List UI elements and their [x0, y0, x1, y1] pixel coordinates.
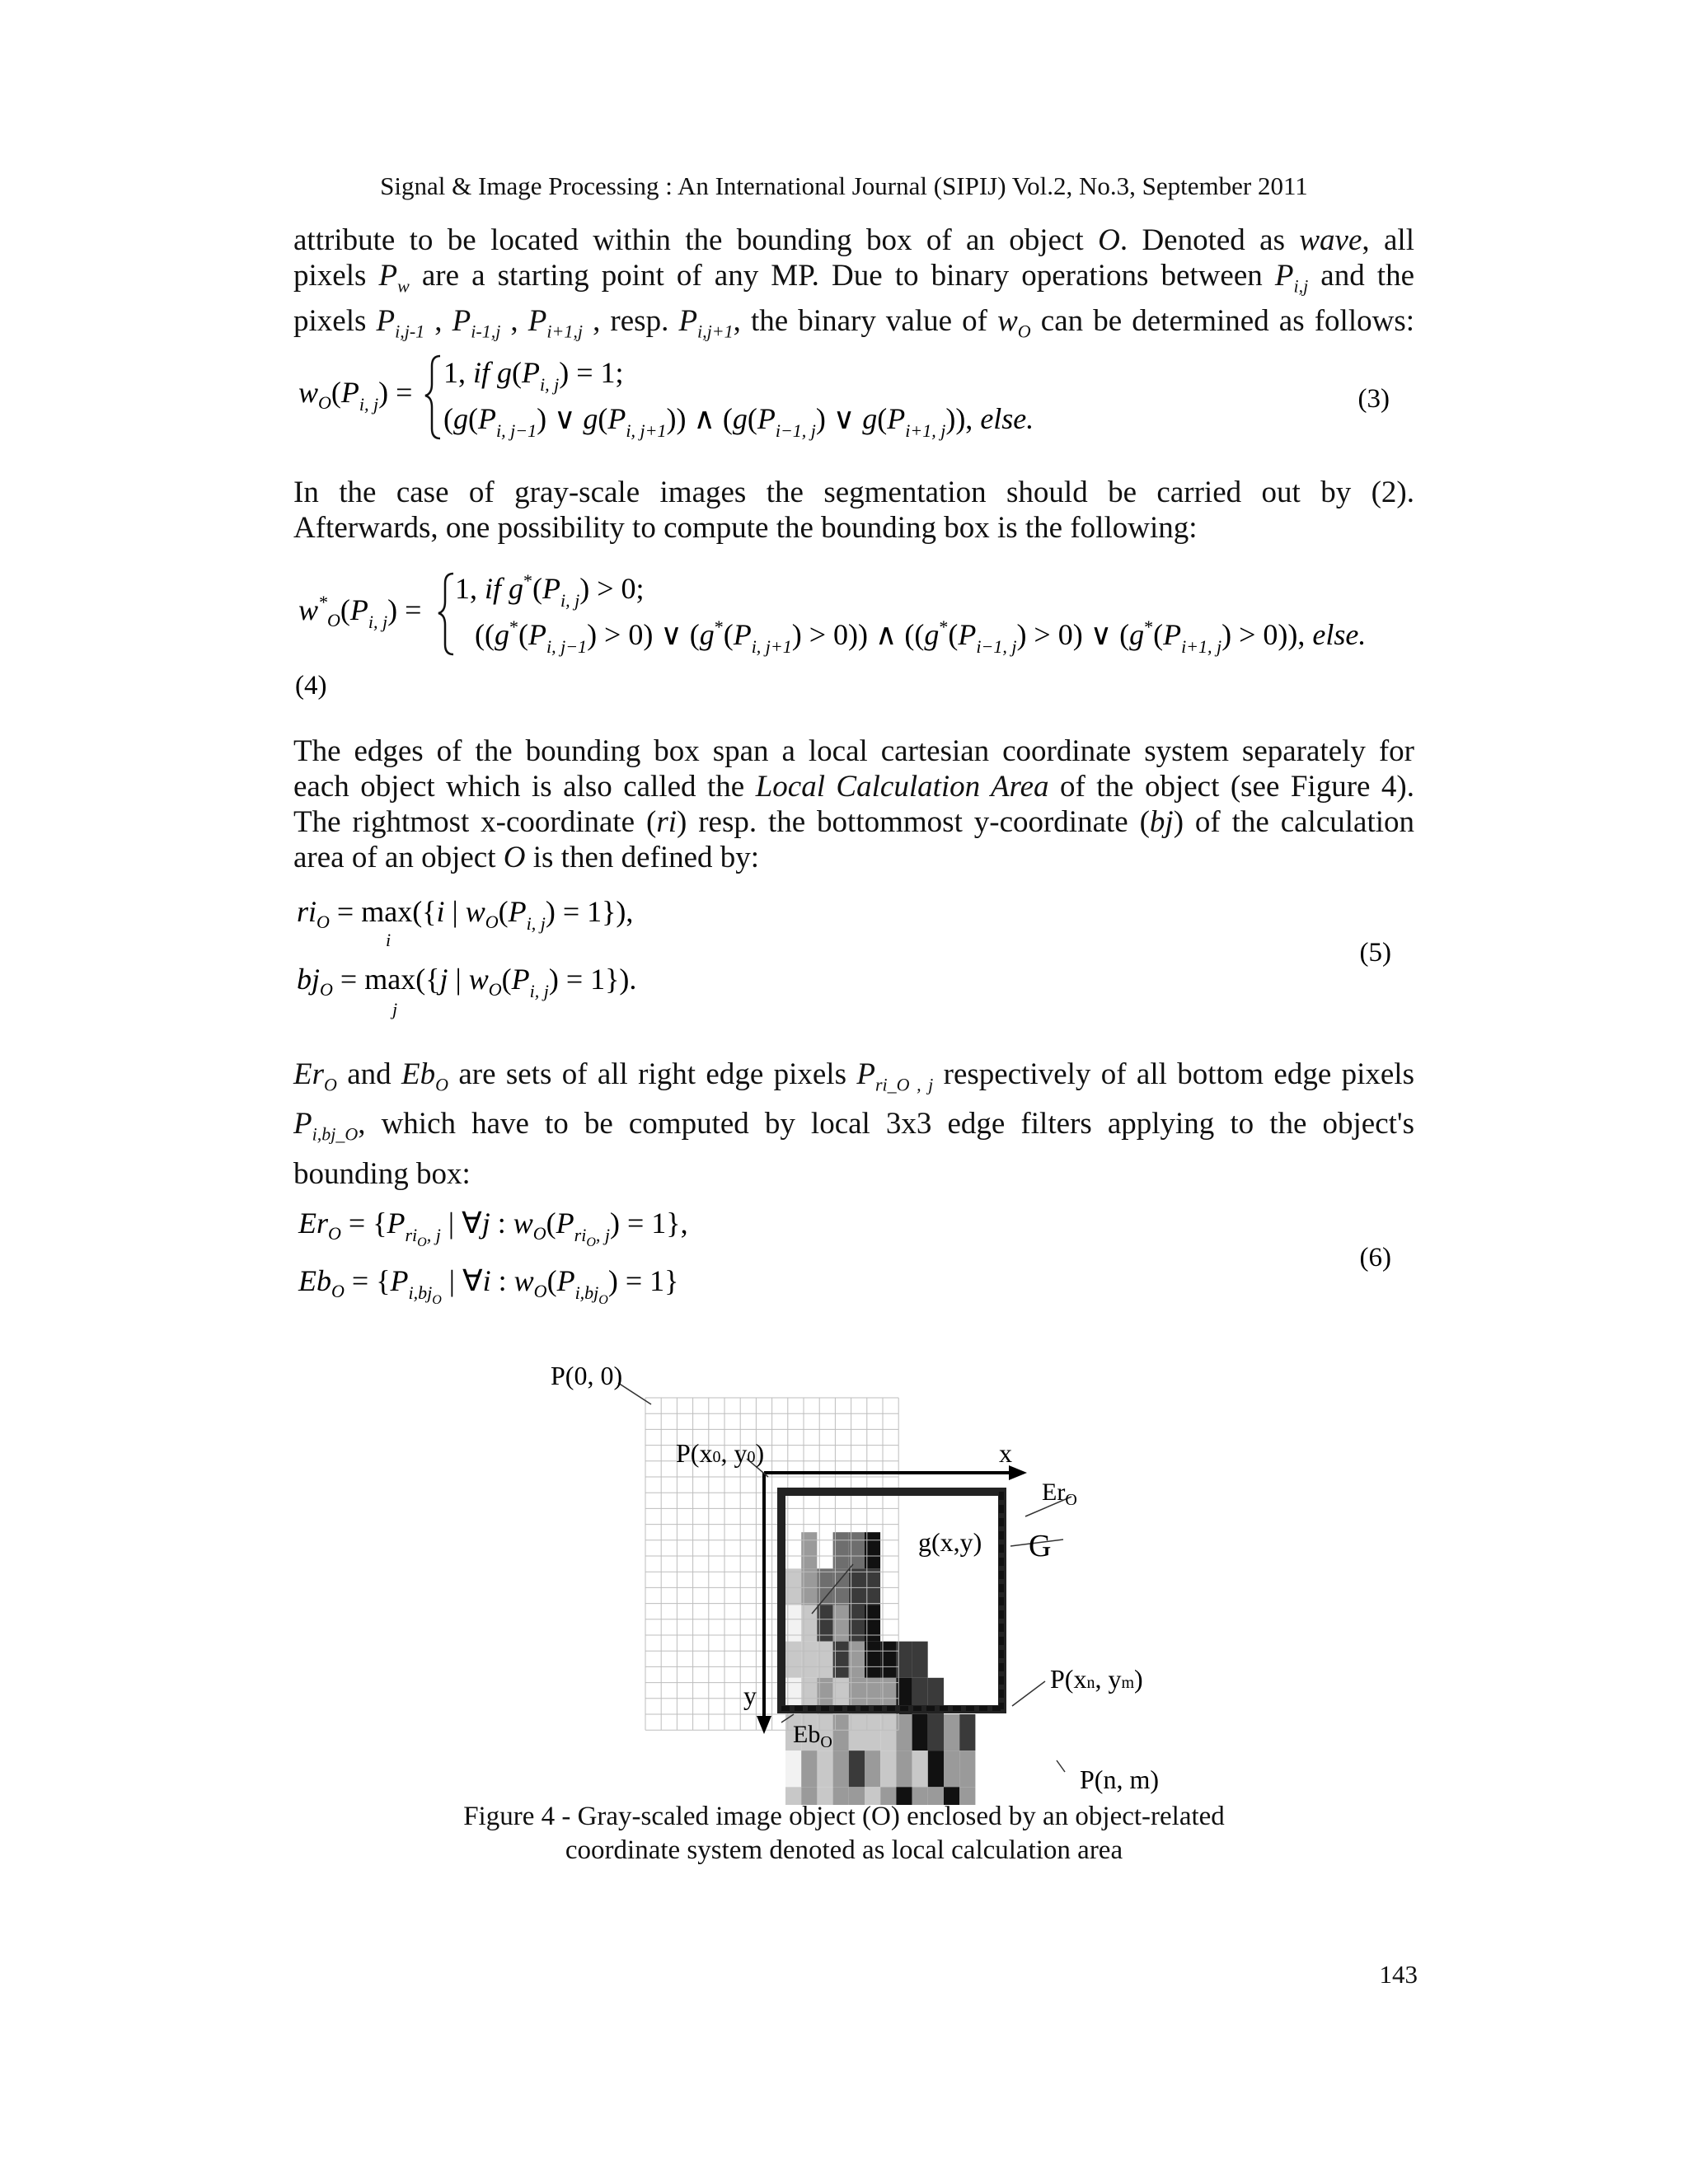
label-p00: P(0, 0): [551, 1361, 623, 1390]
equation-6-svg: [293, 1187, 1414, 1327]
object-pixel: [928, 1714, 944, 1750]
object-pixel: [912, 1568, 928, 1605]
object-pixel: [928, 1642, 944, 1678]
para3-line4: area of an object O is then defined by:: [293, 841, 760, 874]
eq4-case2: ($(g^*(P_{i, j-1}) > 0)$ ∨ $(g^*(P_{i, j+1}) > 0)$) ∧ ($(g^*(P_{i-1, j}) > 0)$ ∨ $(g^*(P_{i+1, j}) > 0)$), else.: [475, 616, 1367, 657]
object-pixel: [959, 1642, 975, 1678]
object-pixel: [801, 1750, 817, 1787]
paragraph-3: [293, 733, 1414, 875]
figure-caption: [0, 1800, 1688, 1868]
eq3-lhs: $w_O(P_{i, j})$ =: [298, 376, 413, 415]
label-g: G: [1029, 1529, 1052, 1563]
equation-5-svg: [293, 882, 1414, 1038]
eq3-case1: 1, if $g(P_{i, j}) = 1$;: [443, 356, 624, 395]
para2-line1: In the case of gray-scale images the segmentation should be carried out by (2).: [293, 476, 1414, 509]
object-pixel: [833, 1750, 849, 1787]
eq6-number: (6): [1359, 1243, 1391, 1272]
object-pixel: [865, 1750, 880, 1787]
object-pixel: [817, 1750, 832, 1787]
eq5-number: (5): [1359, 938, 1391, 968]
object-pixel: [912, 1750, 928, 1787]
eq6-line2: $Eb_O = \{P_{i,bj}O$ | ∀i : $w_O(P_{i,bj}O) = 1$}: [298, 1264, 679, 1307]
object-pixel: [912, 1605, 928, 1641]
object-pixel: [928, 1605, 944, 1641]
object-pixel: [959, 1568, 975, 1605]
paragraph-4: [293, 1055, 1414, 1194]
object-pixel: [880, 1750, 896, 1787]
label-y: y: [743, 1680, 757, 1710]
pxnym-leader: [1012, 1681, 1045, 1706]
object-pixel: [849, 1750, 865, 1787]
caption-line2: coordinate system denoted as local calculation area: [565, 1835, 1123, 1865]
object-pixel: [896, 1750, 912, 1787]
object-pixel: [785, 1750, 801, 1787]
running-header: Signal & Image Processing : An International Journal (SIPIJ) Vol.2, No.3, September 2011: [380, 171, 1308, 200]
para4-line1: $Er_O$ and $Eb_O$ are sets of all right edge pixels $P_{ri\_O , j}$ respectively of all bottom edge pixels: [293, 1057, 1414, 1095]
eq5-line2: $bj_O = \max(\{j$ | $w_O(P_{i, j}) = 1$}).: [297, 963, 637, 1001]
eq3-number: (3): [1357, 384, 1390, 414]
object-pixel: [944, 1750, 959, 1787]
eq5-line1: $ri_O = \max(\{i$ | $w_O(P_{i, j}) = 1$}),: [297, 895, 634, 934]
paragraph-2: [293, 475, 1414, 546]
eq6-line1: $Er_O = \{P_{ri}O$, j | ∀j : $w_O(P_{ri}O$, j) = 1},: [298, 1207, 688, 1249]
figure-4-svg: [528, 1360, 1187, 1805]
eq5-sub-i: i: [386, 930, 392, 950]
para1-line3: pixels $P_{i,j-1}$ , $P_{i-1,j}$ , $P_{i+1,j}$ , resp. $P_{i,j+1}$, the binary value of $w_O$ can be determined as follows:: [293, 304, 1415, 342]
pnm-leader: [1057, 1760, 1065, 1772]
object-pixel: [912, 1642, 928, 1678]
para2-line2: Afterwards, one possibility to compute the bounding box is the following:: [293, 511, 1198, 545]
para1-line1: attribute to be located within the bounding box of an object O. Denoted as wave, all: [293, 223, 1414, 257]
eq4-lhs: $w^*_O(P_{i, j})$ =: [298, 592, 422, 632]
paragraph-1: [293, 223, 1414, 349]
label-er: $Er_O$: [1042, 1479, 1077, 1509]
object-pixel: [944, 1714, 959, 1750]
para3-line1: The edges of the bounding box span a local cartesian coordinate system separately for: [293, 734, 1414, 768]
eq4-number: (4): [295, 671, 327, 701]
equation-4-svg: [293, 562, 1447, 702]
eq4-case1: 1, if $g^*(P_{i, j}) > 0$;: [455, 570, 645, 611]
equation-3: [293, 346, 1414, 445]
object-pixel: [928, 1568, 944, 1605]
equation-3-svg: [293, 346, 1414, 445]
label-pxnym: P(xn, ym): [1050, 1664, 1143, 1694]
para3-line3: The rightmost x-coordinate (ri) resp. the bottommost y-coordinate (bj) of the calculation: [293, 805, 1415, 839]
para4-line3: bounding box:: [293, 1156, 471, 1191]
page-number: 143: [1379, 1960, 1418, 1989]
label-pxy0: P(x0, y0): [676, 1438, 765, 1468]
object-pixel: [928, 1750, 944, 1787]
p00-leader: [618, 1383, 651, 1404]
object-pixel: [975, 1642, 991, 1678]
para4-line2: $P_{i,bj\_O}$, which have to be computed by local 3x3 edge filters applying to the object's: [293, 1107, 1414, 1145]
eq3-brace: [425, 356, 440, 438]
label-eb: $Eb_O$: [793, 1721, 832, 1751]
label-x: x: [999, 1438, 1012, 1468]
equation-5: [293, 882, 1414, 1038]
para3-line2: each object which is also called the Local Calculation Area of the object (see Figure 4).: [293, 770, 1414, 804]
label-pnm: P(n, m): [1080, 1765, 1159, 1794]
object-pixel: [944, 1642, 959, 1678]
label-gxy: g(x,y): [918, 1527, 982, 1557]
figure-4: [528, 1360, 1187, 1805]
object-pixel: [959, 1714, 975, 1750]
object-pixel: [944, 1605, 959, 1641]
eq3-case2: ($g(P_{i, j-1})$ ∨ $g(P_{i, j+1})$) ∧ ($g(P_{i-1, j})$ ∨ $g(P_{i+1, j})$), else.: [443, 402, 1034, 441]
object-pixel: [959, 1750, 975, 1787]
object-pixel: [944, 1568, 959, 1605]
equation-4: [293, 562, 1447, 702]
object-pixel: [959, 1605, 975, 1641]
object-pixel: [912, 1714, 928, 1750]
equation-6: [293, 1187, 1414, 1327]
para1-line2: pixels $P_w$ are a starting point of any MP. Due to binary operations between $P_{i,j}$ and the: [293, 259, 1414, 297]
caption-line1: Figure 4 - Gray-scaled image object (O) enclosed by an object-related: [463, 1802, 1225, 1831]
eq5-sub-j: j: [392, 999, 398, 1019]
eq4-brace: [438, 574, 453, 654]
